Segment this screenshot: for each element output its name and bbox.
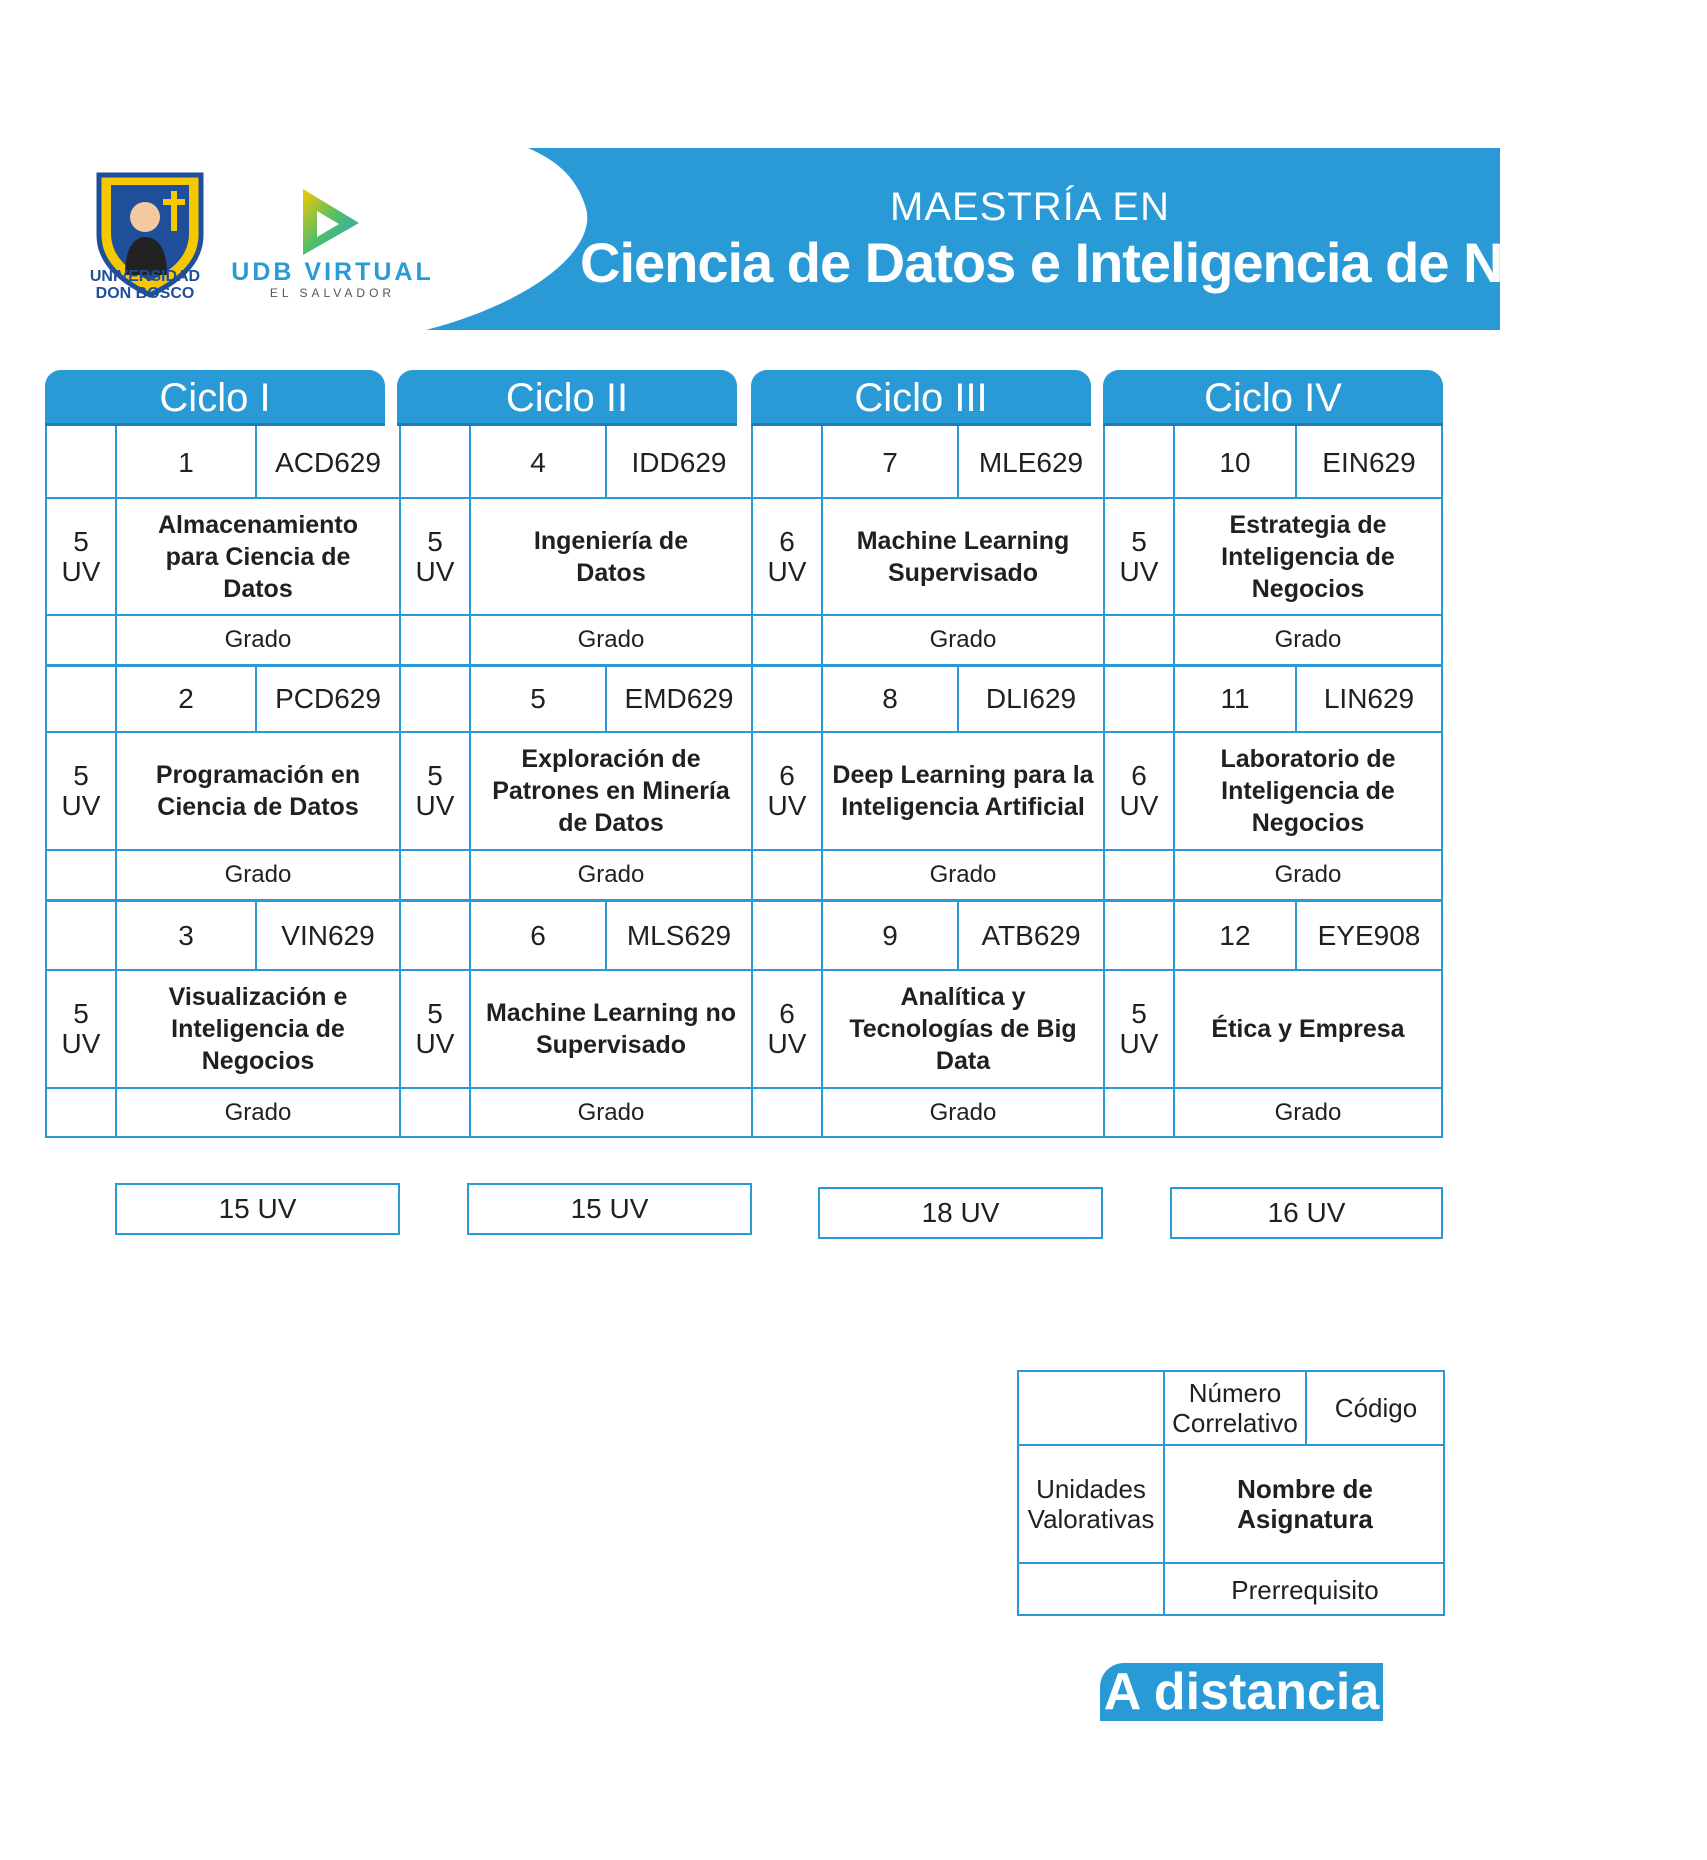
uv-unit: UV bbox=[61, 790, 101, 821]
uv-value: 5 bbox=[73, 525, 89, 557]
course-code: IDD629 bbox=[631, 446, 727, 478]
legend-name-label: Nombre de Asignatura bbox=[1237, 1474, 1373, 1534]
program-subtitle: MAESTRÍA EN bbox=[890, 185, 1170, 229]
course-code: MLE629 bbox=[978, 446, 1084, 478]
course-number: 1 bbox=[178, 446, 194, 478]
uv-value: 6 bbox=[779, 998, 795, 1029]
course-number: 4 bbox=[530, 446, 546, 478]
course-uv bbox=[47, 499, 115, 614]
cycle-1-total: 15 UV bbox=[115, 1183, 400, 1235]
course-number: 12 bbox=[1219, 919, 1251, 951]
course-code: EMD629 bbox=[624, 683, 734, 714]
course-name: Programación en Ciencia de Datos bbox=[155, 761, 361, 821]
cycle-3-header bbox=[751, 370, 1091, 426]
uv-value: 6 bbox=[1131, 760, 1147, 791]
uv-unit: UV bbox=[415, 1028, 455, 1059]
uv-unit: UV bbox=[767, 555, 807, 587]
course-prereq: Grado bbox=[224, 626, 292, 653]
course-name: Analítica y Tecnologías de Big Data bbox=[849, 983, 1077, 1075]
header-banner bbox=[0, 0, 1707, 340]
course-code: EYE908 bbox=[1317, 919, 1421, 951]
uv-unit: UV bbox=[415, 555, 455, 587]
cycle-1-header bbox=[45, 370, 385, 426]
course-uv bbox=[753, 733, 821, 849]
course-number: 2 bbox=[178, 683, 194, 714]
cycle-3-total: 18 UV bbox=[818, 1187, 1103, 1239]
course-prereq: Grado bbox=[224, 1099, 292, 1126]
uv-unit: UV bbox=[61, 1028, 101, 1059]
uv-value: 5 bbox=[73, 998, 89, 1029]
uv-value: 5 bbox=[427, 525, 443, 557]
course-code: PCD629 bbox=[275, 683, 381, 714]
course-code: LIN629 bbox=[1323, 683, 1415, 714]
course-uv bbox=[753, 971, 821, 1087]
virtual-brand: UDB VIRTUAL bbox=[231, 258, 434, 286]
course-number: 10 bbox=[1219, 446, 1251, 478]
uv-value: 5 bbox=[1131, 525, 1147, 557]
legend-number-label: Número Correlativo bbox=[1172, 1378, 1298, 1438]
uv-value: 5 bbox=[1131, 998, 1147, 1029]
course-number: 3 bbox=[178, 919, 194, 951]
cycle-label: Ciclo II bbox=[397, 370, 737, 426]
uv-unit: UV bbox=[1119, 555, 1159, 587]
course-code: MLS629 bbox=[626, 919, 732, 951]
legend-box bbox=[1017, 1370, 1445, 1616]
legend-code-label: Código bbox=[1334, 1393, 1418, 1423]
course-name: Ética y Empresa bbox=[1211, 1015, 1405, 1043]
course-name: Machine Learning no Supervisado bbox=[485, 999, 737, 1059]
uv-value: 5 bbox=[427, 760, 443, 791]
uv-unit: UV bbox=[1119, 1028, 1159, 1059]
course-prereq: Grado bbox=[1274, 1099, 1342, 1126]
university-name: UNIVERSIDAD DON BOSCO bbox=[89, 268, 201, 302]
cycle-4-total: 16 UV bbox=[1170, 1187, 1443, 1239]
course-name: Visualización e Inteligencia de Negocios bbox=[168, 983, 348, 1075]
udb-virtual-play-logo bbox=[295, 185, 365, 260]
course-uv bbox=[1105, 733, 1173, 849]
uv-value: 6 bbox=[779, 525, 795, 557]
uv-unit: UV bbox=[1119, 790, 1159, 821]
modality-badge: A distancia bbox=[1100, 1663, 1383, 1721]
uv-unit: UV bbox=[767, 1028, 807, 1059]
virtual-location: EL SALVADOR bbox=[269, 286, 396, 300]
course-prereq: Grado bbox=[577, 861, 645, 888]
course-name: Machine Learning Supervisado bbox=[856, 526, 1070, 587]
course-uv bbox=[47, 733, 115, 849]
course-prereq: Grado bbox=[1274, 626, 1342, 653]
course-number: 7 bbox=[882, 446, 898, 478]
course-code: ACD629 bbox=[275, 446, 381, 478]
cycle-2-header bbox=[397, 370, 737, 426]
uv-value: 6 bbox=[779, 760, 795, 791]
course-number: 8 bbox=[882, 683, 898, 714]
uv-value: 5 bbox=[73, 760, 89, 791]
uv-unit: UV bbox=[415, 790, 455, 821]
course-number: 9 bbox=[882, 919, 898, 951]
course-uv bbox=[401, 733, 469, 849]
course-uv bbox=[401, 499, 469, 614]
uv-value: 5 bbox=[427, 998, 443, 1029]
course-name: Deep Learning para la Inteligencia Artificial bbox=[832, 761, 1094, 821]
course-name: Laboratorio de Inteligencia de Negocios bbox=[1220, 745, 1396, 837]
course-prereq: Grado bbox=[929, 861, 997, 888]
legend-uv-label: Unidades Valorativas bbox=[1027, 1474, 1155, 1534]
course-number: 5 bbox=[530, 683, 546, 714]
course-prereq: Grado bbox=[577, 1099, 645, 1126]
course-uv bbox=[753, 499, 821, 614]
course-code: EIN629 bbox=[1322, 446, 1416, 478]
course-prereq: Grado bbox=[577, 626, 645, 653]
course-prereq: Grado bbox=[929, 1099, 997, 1126]
course-name: Ingeniería de Datos bbox=[533, 526, 689, 587]
course-prereq: Grado bbox=[224, 861, 292, 888]
program-title: Ciencia de Datos e Inteligencia de Negocios bbox=[580, 231, 1707, 294]
uv-unit: UV bbox=[767, 790, 807, 821]
uv-unit: UV bbox=[61, 555, 101, 587]
course-number: 6 bbox=[530, 919, 546, 951]
course-name: Exploración de Patrones en Minería de Datos bbox=[492, 745, 730, 837]
cycle-label: Ciclo III bbox=[751, 370, 1091, 426]
legend-prereq-label: Prerrequisito bbox=[1231, 1575, 1379, 1605]
course-uv bbox=[1105, 971, 1173, 1087]
cycle-2-total: 15 UV bbox=[467, 1183, 752, 1235]
course-prereq: Grado bbox=[929, 626, 997, 653]
course-name: Estrategia de Inteligencia de Negocios bbox=[1221, 510, 1395, 603]
cycle-label: Ciclo I bbox=[45, 370, 385, 426]
course-uv bbox=[1105, 499, 1173, 614]
course-code: ATB629 bbox=[981, 919, 1081, 951]
course-prereq: Grado bbox=[1274, 861, 1342, 888]
cycle-label: Ciclo IV bbox=[1103, 370, 1443, 426]
cycle-4-header bbox=[1103, 370, 1443, 426]
course-number: 11 bbox=[1220, 683, 1250, 714]
course-uv bbox=[401, 971, 469, 1087]
course-uv bbox=[47, 971, 115, 1087]
course-code: VIN629 bbox=[281, 919, 375, 951]
course-name: Almacenamiento para Ciencia de Datos bbox=[157, 510, 359, 603]
course-code: DLI629 bbox=[985, 683, 1077, 714]
